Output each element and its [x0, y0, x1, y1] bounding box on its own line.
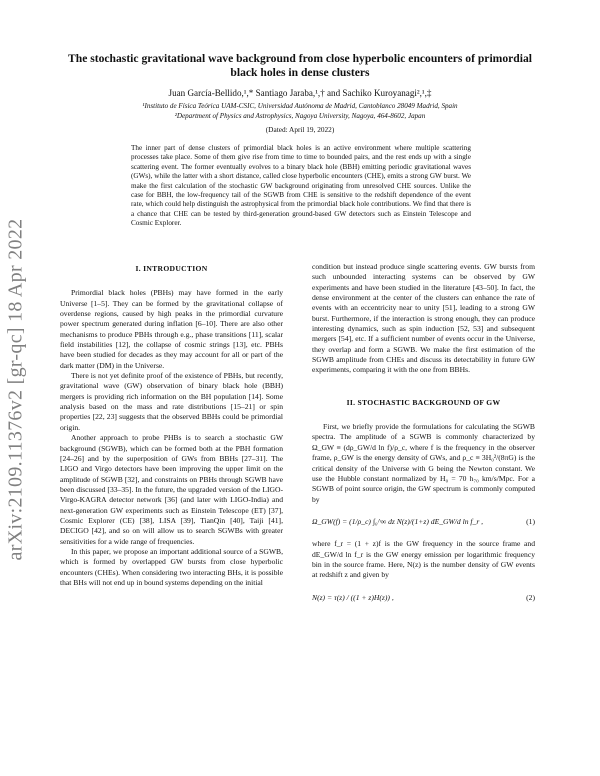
author-list: Juan García-Bellido,¹,* Santiago Jaraba,¹,† and Sachiko Kuroyanagi²,¹,‡ — [168, 88, 432, 98]
intro-paragraph-3: Another approach to probe PHBs is to search a stochastic GW background (SGWB), which can be formed both at the PBH formation [24–26] and by the superposition of GWs from BBHs [27–31]. The LIGO and Virgo detectors have been improving the upper limit on the amplitude of SGWB [32], and constraints on PBHs through SGWB have been discussed [33–35]. In the future, the upgraded version of the LIGO-Virgo-KAGRA detector network [36] (and later with LIGO-India) and next-generation GW experiments such as Einstein Telescope (ET) [37], Cosmic Explorer (CE) [38], LISA [39], TianQin [40], Taiji [41], DECIGO [42], and so on will allow us to search SGWBs with greater sensitivities for a wide range of frequencies. — [60, 433, 283, 546]
intro-paragraph-continued: condition but instead produce single scattering events. GW bursts from such unbounded interacting systems can be observed by GW experiments and have been studied in the literature [43–50]. In fact, the dense environment at the center of the clusters can enhance the rate of events with an eccentricity near to unity [51], leading to a strong GW burst. Furthermore, if the interaction is strong enough, they can produce interesting dynamics, such as spin induction [52, 53] and subsequent mergers [54], etc. If a sufficient number of events occur in the Universe, they overlap and form a SGWB. We make the first estimation of the SGWB amplitude from CHEs and discuss its detectability in future GW experiments, comparing it with the one from BBHs. — [312, 262, 535, 375]
arxiv-id-text: arXiv:2109.11376v2 [gr-qc] 18 Apr 2022 — [4, 218, 27, 560]
sgwb-paragraph-1: First, we briefly provide the formulations for calculating the SGWB spectra. The amplitude of a SGWB is commonly characterized by Ω_GW ≡ (dρ_GW/d ln f)/ρ_c, where f is the frequency in the observer frame, ρ_GW is the energy density of GWs, and ρ_c ≡ 3H₀²/(8πG) is the critical density of the Universe with G being the Newton constant. We use the Hubble constant normalized by H₀ = 70 h₇₀ km/s/Mpc. For a SGWB of point source origin, the GW spectrum is commonly computed by — [312, 422, 535, 504]
left-column — [60, 264, 283, 588]
sgwb-paragraph-2: where f_r = (1 + z)f is the GW frequency in the source frame and dE_GW/d ln f_r is the GW energy emission per logarithmic frequency bin in the source frame. Here, N(z) is the number density of GW events at redshift z and given by — [312, 539, 535, 580]
intro-paragraph-2: There is not yet definite proof of the existence of PBHs, but recently, gravitational wave (GW) observation of binary black hole (BBH) mergers is providing rich information on the BH population [14]. Some analysis based on the mass and rate distributions [15–21] or spin properties [22, 23] suggests that the observed BBHs could be primordial origin. — [60, 371, 283, 432]
affiliation-1: ¹Instituto de Física Teórica UAM-CSIC, Universidad Autónoma de Madrid, Cantoblanco 28049 Madrid, Spain — [142, 102, 458, 110]
date-line: (Dated: April 19, 2022) — [265, 125, 335, 134]
right-column — [312, 262, 535, 603]
section-heading-stochastic-background: II. STOCHASTIC BACKGROUND OF GW — [346, 397, 501, 407]
equation-1-number: (1) — [526, 516, 535, 526]
intro-paragraph-1: Primordial black holes (PBHs) may have formed in the early Universe [1–5]. They can be formed by the gravitational collapse of overdense regions, caused by high peaks in the primordial curvature power spectrum generated during inflation [6–10]. There are also other mechanisms to produce PBHs through e.g., phase transitions [11], scalar field instabilities [12], the collapse of cosmic strings [13], etc. PBHs have been studied for decades as they may account for all or part of the dark matter (DM) in the Universe. — [60, 288, 283, 370]
equation-2-body: N(z) = τ(z) / ((1 + z)H(z)) , — [312, 592, 394, 602]
equation-2 — [312, 593, 535, 603]
affiliation-2: ²Department of Physics and Astrophysics, Nagoya University, Nagoya, 464-8602, Japan — [174, 111, 426, 120]
equation-1-body: Ω_GW(f) = (1/ρ_c) ∫₀^∞ dz N(z)/(1+z) dE_GW/d ln f_r , — [312, 516, 484, 526]
equation-2-number: (2) — [526, 592, 535, 602]
equation-1 — [312, 517, 535, 527]
abstract: The inner part of dense clusters of primordial black holes is an active environment where multiple scattering processes take place. Some of them give rise from time to time to bounded pairs, and the rest ends up with a single scattering event. The former eventually evolves to a binary black hole (BBH) emitting periodic gravitational waves (GWs), while the latter with a short distance, called close hyperbolic encounters (CHE), emits a strong GW burst. We make the first calculation of the stochastic GW background originating from unresolved CHE sources. Unlike the case for BBH, the low-frequency tail of the SGWB from CHE is sensitive to the redshift dependence of the event rate, which could help distinguish the astrophysical from the primordial black hole contributions. We find that there is a chance that CHE can be tested by third-generation ground-based GW detectors such as Einstein Telescope and Cosmic Explorer. — [131, 144, 471, 228]
paper-title: The stochastic gravitational wave background from close hyperbolic encounters of primordial black holes in dense clusters — [68, 52, 532, 79]
intro-paragraph-4: In this paper, we propose an important additional source of a SGWB, which is formed by overlapped GW bursts from close hyperbolic encounters (CHEs). When considering two interacting BHs, it is possible that BHs will not end up in bound systems depending on the initial — [60, 546, 283, 587]
section-heading-introduction: I. INTRODUCTION — [135, 264, 208, 273]
affiliations — [40, 102, 560, 122]
arxiv-identifier-stamp — [3, 205, 29, 573]
